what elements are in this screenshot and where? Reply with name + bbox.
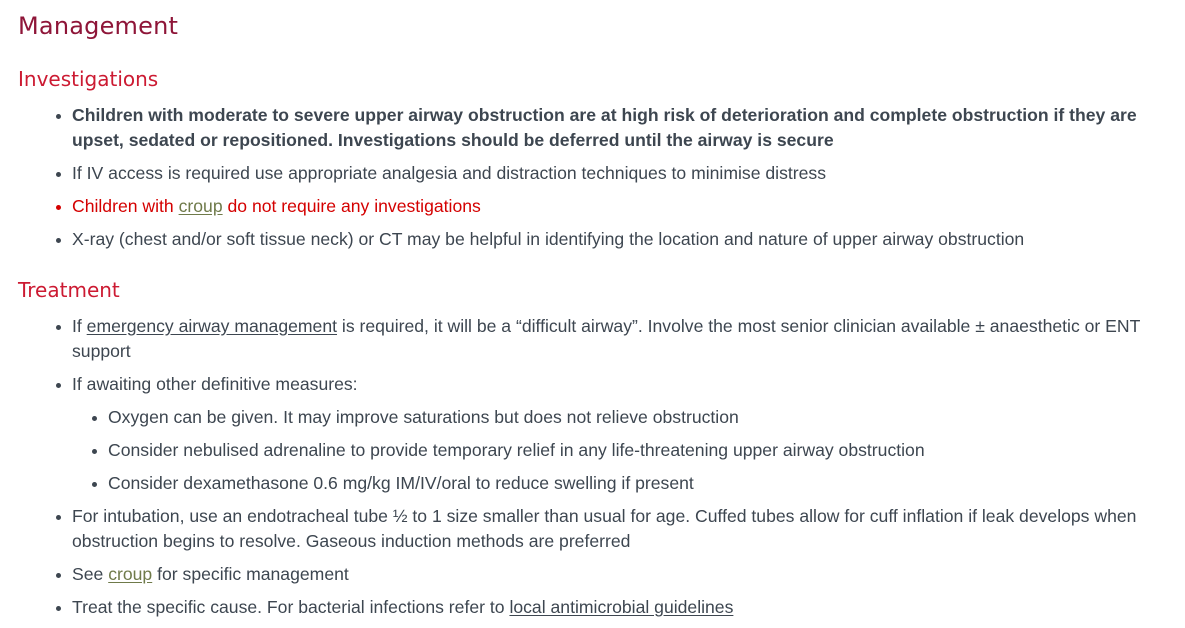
investigations-heading: Investigations xyxy=(18,67,159,91)
iv-access-text: If IV access is required use appropriate analgesia and distraction techniques to minimise distress xyxy=(72,163,826,183)
airway-text: If xyxy=(72,316,87,336)
sub-list-item xyxy=(72,471,1164,496)
airway-text-end: is required, it will be a “difficult airway”. Involve the most senior clinician available ± anaesthetic or ENT support xyxy=(72,316,1141,361)
definitive-measures-sublist xyxy=(72,405,1164,496)
sub-list-item xyxy=(72,438,1164,463)
list-item xyxy=(54,194,1164,219)
treatment-list xyxy=(54,314,1164,628)
list-item xyxy=(54,161,1164,186)
page-title: Management xyxy=(18,12,179,40)
croup-link[interactable]: croup xyxy=(178,196,223,216)
list-item xyxy=(54,595,1164,620)
imaging-text: X-ray (chest and/or soft tissue neck) or CT may be helpful in identifying the location and nature of upper airway obstruction xyxy=(72,229,1025,249)
croup-note-text-end: do not require any investigations xyxy=(222,196,481,216)
croup-note-text: Children with xyxy=(72,196,179,216)
adrenaline-text: Consider nebulised adrenaline to provide temporary relief in any life-threatening upper airway obstruction xyxy=(108,440,925,460)
list-item xyxy=(54,504,1164,554)
specific-cause-text: Treat the specific cause. For bacterial infections refer to xyxy=(72,597,510,617)
dexamethasone-text: Consider dexamethasone 0.6 mg/kg IM/IV/oral to reduce swelling if present xyxy=(108,473,694,493)
treatment-heading: Treatment xyxy=(18,278,120,302)
list-item xyxy=(54,227,1164,252)
definitive-measures-text: If awaiting other definitive measures: xyxy=(72,374,358,394)
list-item xyxy=(54,103,1164,153)
see-croup-text-end: for specific management xyxy=(152,564,349,584)
intubation-text: For intubation, use an endotracheal tube ½ to 1 size smaller than usual for age. Cuffed tubes allow for cuff inflation if leak develops when obstruction begins to resolve. Gaseous induction methods are preferred xyxy=(72,506,1137,551)
see-croup-text: See xyxy=(72,564,109,584)
sub-list-item xyxy=(72,405,1164,430)
local-antimicrobial-guidelines-link[interactable]: local antimicrobial guidelines xyxy=(509,597,734,617)
deterioration-warning-text: Children with moderate to severe upper airway obstruction are at high risk of deterioration and complete obstruction if they are upset, sedated or repositioned. Investigations should be deferred until the airway is secure xyxy=(72,105,1137,150)
list-item xyxy=(54,372,1164,496)
emergency-airway-management-link[interactable]: emergency airway management xyxy=(86,316,338,336)
croup-link[interactable]: croup xyxy=(108,564,153,584)
list-item xyxy=(54,314,1164,364)
investigations-list xyxy=(54,103,1164,260)
oxygen-text: Oxygen can be given. It may improve saturations but does not relieve obstruction xyxy=(108,407,739,427)
list-item xyxy=(54,562,1164,587)
